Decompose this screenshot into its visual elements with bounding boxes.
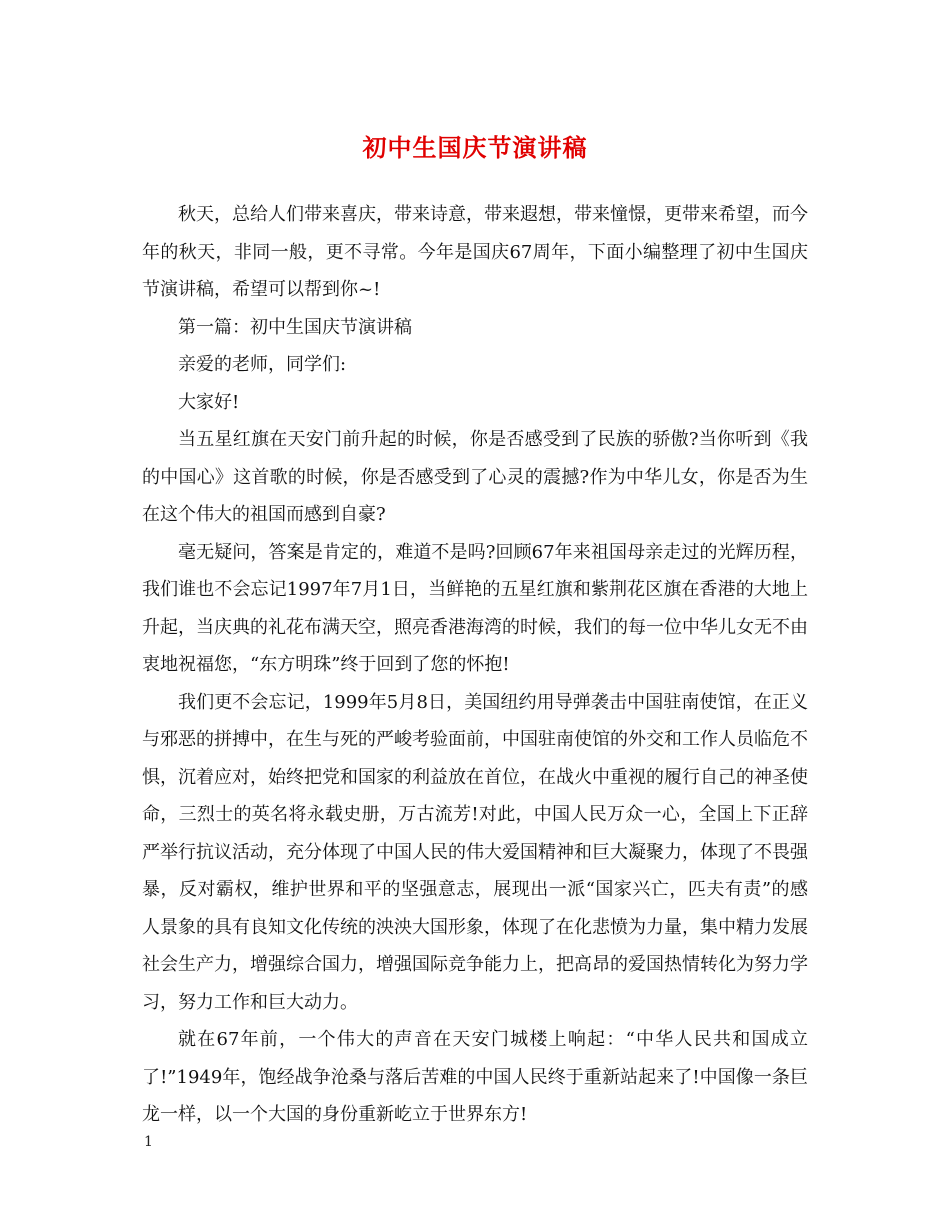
paragraph-greeting: 大家好! [178,391,240,413]
document-body [142,196,808,1134]
paragraph-hong-kong: 毫无疑问，答案是肯定的，难道不是吗?回顾67年来祖国母亲走过的光辉历程，我们谁也不会忘记1997年7月1日，当鲜艳的五星红旗和紫荆花区旗在香港的大地上升起，当庆典的礼花布满天空，照亮香港海湾的时候，我们的每一位中华儿女无不由衷地祝福您，“东方明珠”终于回到了您的怀抱! [142,541,808,675]
paragraph-founding: 就在67年前，一个伟大的声音在天安门城楼上响起：“中华人民共和国成立了!”1949年，饱经战争沧桑与落后苦难的中国人民终于重新站起来了!中国像一条巨龙一样，以一个大国的身份重新屹立于世界东方! [142,1029,808,1125]
paragraph-section-heading: 第一篇：初中生国庆节演讲稿 [178,316,412,338]
page-number: 1 [144,1134,153,1150]
document-title: 初中生国庆节演讲稿 [362,133,588,162]
paragraph-flag: 当五星红旗在天安门前升起的时候，你是否感受到了民族的骄傲?当你听到《我的中国心》这首歌的时候，你是否感受到了心灵的震撼?作为中华儿女，你是否为生在这个伟大的祖国而感到自豪? [142,429,808,525]
paragraph-intro: 秋天，总给人们带来喜庆，带来诗意，带来遐想，带来憧憬，更带来希望，而今年的秋天，非同一般，更不寻常。今年是国庆67周年，下面小编整理了初中生国庆节演讲稿，希望可以帮到你~! [142,204,808,300]
paragraph-salutation: 亲爱的老师，同学们: [178,354,347,375]
paragraph-embassy: 我们更不会忘记，1999年5月8日，美国纽约用导弹袭击中国驻南使馆，在正义与邪恶的拼搏中，在生与死的严峻考验面前，中国驻南使馆的外交和工作人员临危不惧，沉着应对，始终把党和国家的利益放在首位，在战火中重视的履行自己的神圣使命，三烈士的英名将永载史册，万古流芳!对此，中国人民万众一心，全国上下正辞严举行抗议活动，充分体现了中国人民的伟大爱国精神和巨大凝聚力，体现了不畏强暴，反对霸权，维护世界和平的坚强意志，展现出一派“国家兴亡，匹夫有责”的感人景象的具有良知文化传统的泱泱大国形象，体现了在化悲愤为力量，集中精力发展社会生产力，增强综合国力，增强国际竞争能力上，把高昂的爱国热情转化为努力学习，努力工作和巨大动力。 [142,691,808,1013]
